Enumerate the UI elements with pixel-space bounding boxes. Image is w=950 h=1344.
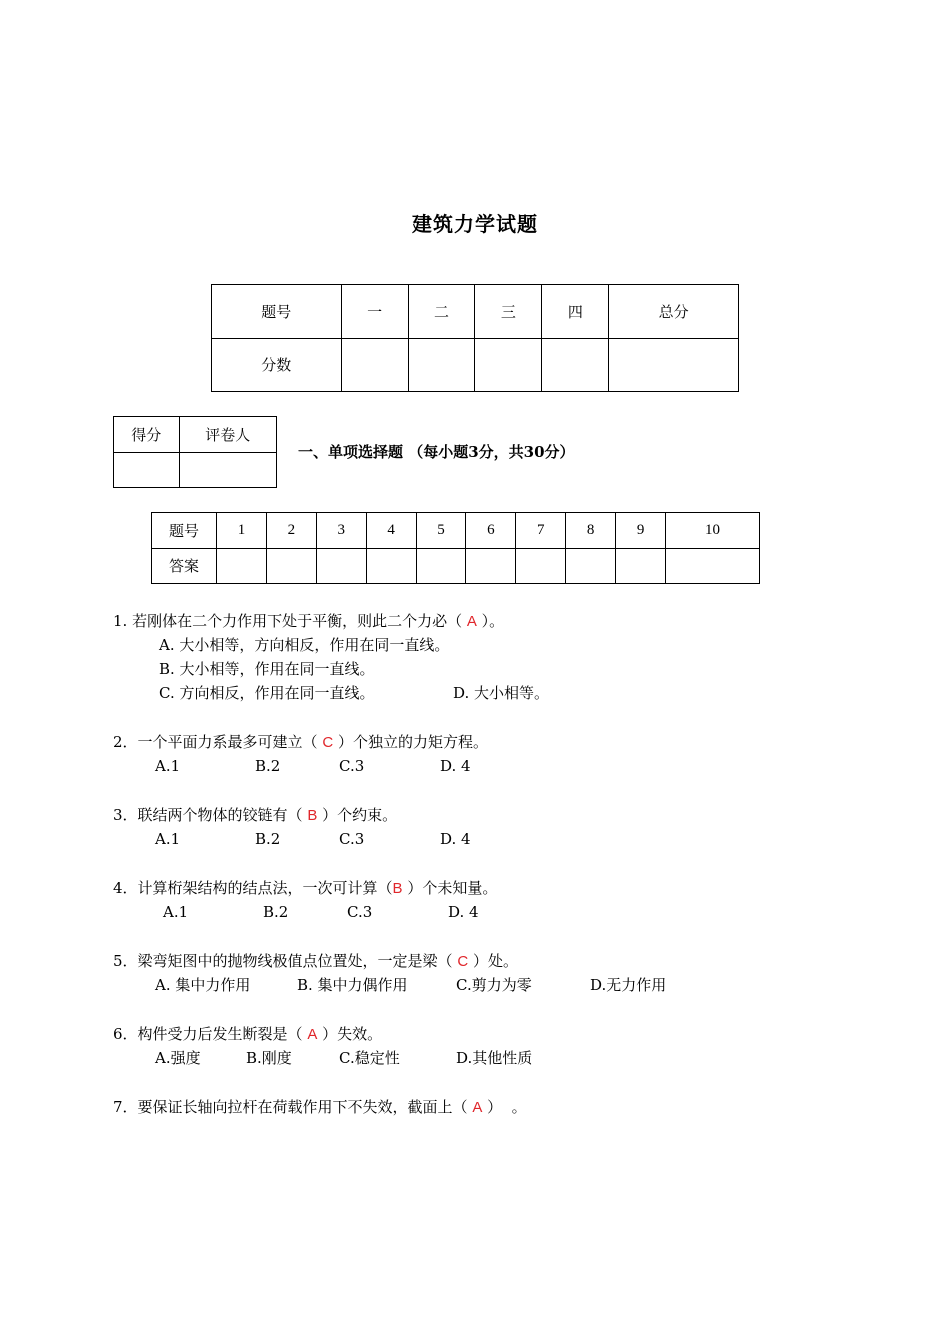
question-text: ）处。	[468, 952, 518, 970]
question-text: ）个未知量。	[402, 879, 498, 897]
table-row	[212, 285, 739, 339]
option-c: C.3	[339, 757, 365, 775]
question-text: 1. 若刚体在二个力作用下处于平衡，则此二个力必（	[113, 612, 467, 630]
score-input-cell[interactable]	[609, 338, 739, 392]
option-c: C. 方向相反，作用在同一直线。	[159, 684, 375, 702]
option-a: A.1	[163, 903, 189, 921]
score-input-cell[interactable]	[542, 338, 609, 392]
score-summary-table	[211, 284, 739, 392]
grader-table	[113, 416, 277, 488]
grader-header-cell: 评卷人	[179, 417, 276, 453]
question-number-cell: 2	[266, 513, 316, 549]
question-number-cell: 7	[516, 513, 566, 549]
question-text: ）。	[476, 612, 505, 630]
option-a: A. 大小相等，方向相反，作用在同一直线。	[159, 636, 450, 654]
question-number-cell: 5	[416, 513, 466, 549]
option-d: D. 4	[440, 830, 471, 848]
option-d: D. 4	[448, 903, 479, 921]
grader-input-cell[interactable]	[179, 452, 276, 488]
question-7	[113, 1096, 527, 1119]
answer-input-cell[interactable]	[666, 548, 760, 584]
answer-mark: A	[472, 1099, 483, 1116]
question-number-cell: 1	[217, 513, 267, 549]
question-number-cell: 6	[466, 513, 516, 549]
question-text: 6．构件受力后发生断裂是（	[113, 1025, 308, 1043]
answer-input-cell[interactable]	[266, 548, 316, 584]
option-b: B.2	[255, 830, 281, 848]
option-c: C.稳定性	[339, 1049, 400, 1067]
answer-mark: C	[322, 734, 334, 751]
option-b: B.2	[255, 757, 281, 775]
question-1	[113, 610, 504, 633]
option-a: A.强度	[155, 1049, 201, 1067]
question-text: ）个独立的力矩方程。	[333, 733, 488, 751]
option-a: A.1	[155, 757, 181, 775]
option-b: B. 集中力偶作用	[297, 976, 408, 994]
question-6	[113, 1023, 382, 1046]
table-row	[212, 338, 739, 392]
answer-input-cell[interactable]	[366, 548, 416, 584]
question-text: ）失效。	[317, 1025, 383, 1043]
answer-input-cell[interactable]	[316, 548, 366, 584]
table-row	[152, 548, 760, 584]
option-b: B. 大小相等，作用在同一直线。	[159, 660, 375, 678]
score-input-cell[interactable]	[475, 338, 542, 392]
option-d: D.无力作用	[590, 976, 667, 994]
score-input-cell[interactable]	[341, 338, 408, 392]
answer-input-cell[interactable]	[416, 548, 466, 584]
question-text: 3．联结两个物体的铰链有（	[113, 806, 308, 824]
grader-input-cell[interactable]	[114, 452, 180, 488]
question-text: 4．计算桁架结构的结点法，一次可计算（	[113, 879, 393, 897]
score-input-cell[interactable]	[408, 338, 475, 392]
answer-header-label: 题号	[152, 513, 217, 549]
question-text: 2．一个平面力系最多可建立（	[113, 733, 323, 751]
question-number-cell: 9	[616, 513, 666, 549]
answer-mark: C	[457, 953, 469, 970]
answer-mark: A	[466, 613, 477, 630]
score-row-label: 分数	[212, 338, 342, 392]
option-d: D.其他性质	[456, 1049, 533, 1067]
answer-input-cell[interactable]	[217, 548, 267, 584]
question-text: ）个约束。	[317, 806, 398, 824]
option-a: A.1	[155, 830, 181, 848]
score-header-cell: 四	[542, 285, 609, 339]
question-2	[113, 731, 488, 754]
table-row	[152, 513, 760, 549]
question-text: 7．要保证长轴向拉杆在荷载作用下不失效，截面上（	[113, 1098, 473, 1116]
question-number-cell: 10	[666, 513, 760, 549]
answer-mark: A	[307, 1026, 318, 1043]
answer-mark: B	[307, 807, 318, 824]
grader-header-cell: 得分	[114, 417, 180, 453]
answer-input-cell[interactable]	[516, 548, 566, 584]
option-b: B.刚度	[246, 1049, 292, 1067]
question-number-cell: 3	[316, 513, 366, 549]
question-text: 5．梁弯矩图中的抛物线极值点位置处，一定是梁（	[113, 952, 458, 970]
score-header-cell: 一	[341, 285, 408, 339]
answer-input-cell[interactable]	[466, 548, 516, 584]
option-d: D. 大小相等。	[453, 684, 550, 702]
question-3	[113, 804, 397, 827]
score-header-cell: 二	[408, 285, 475, 339]
option-c: C.剪力为零	[456, 976, 532, 994]
score-header-cell: 题号	[212, 285, 342, 339]
option-c: C.3	[339, 830, 365, 848]
table-row	[114, 417, 277, 453]
score-header-cell: 总分	[609, 285, 739, 339]
answer-mark: B	[392, 880, 403, 897]
option-c: C.3	[347, 903, 373, 921]
answer-row-label: 答案	[152, 548, 217, 584]
document-title: 建筑力学试题	[412, 212, 538, 236]
option-d: D. 4	[440, 757, 471, 775]
question-number-cell: 8	[566, 513, 616, 549]
answer-input-cell[interactable]	[616, 548, 666, 584]
table-row	[114, 452, 277, 488]
score-header-cell: 三	[475, 285, 542, 339]
question-text: ） 。	[482, 1098, 527, 1116]
answer-input-cell[interactable]	[566, 548, 616, 584]
question-4	[113, 877, 497, 900]
question-number-cell: 4	[366, 513, 416, 549]
section-title: 一、单项选择题 （每小题3分，共30分）	[298, 443, 575, 461]
answer-table	[151, 512, 760, 584]
option-b: B.2	[263, 903, 289, 921]
option-a: A. 集中力作用	[155, 976, 251, 994]
question-5	[113, 950, 518, 973]
